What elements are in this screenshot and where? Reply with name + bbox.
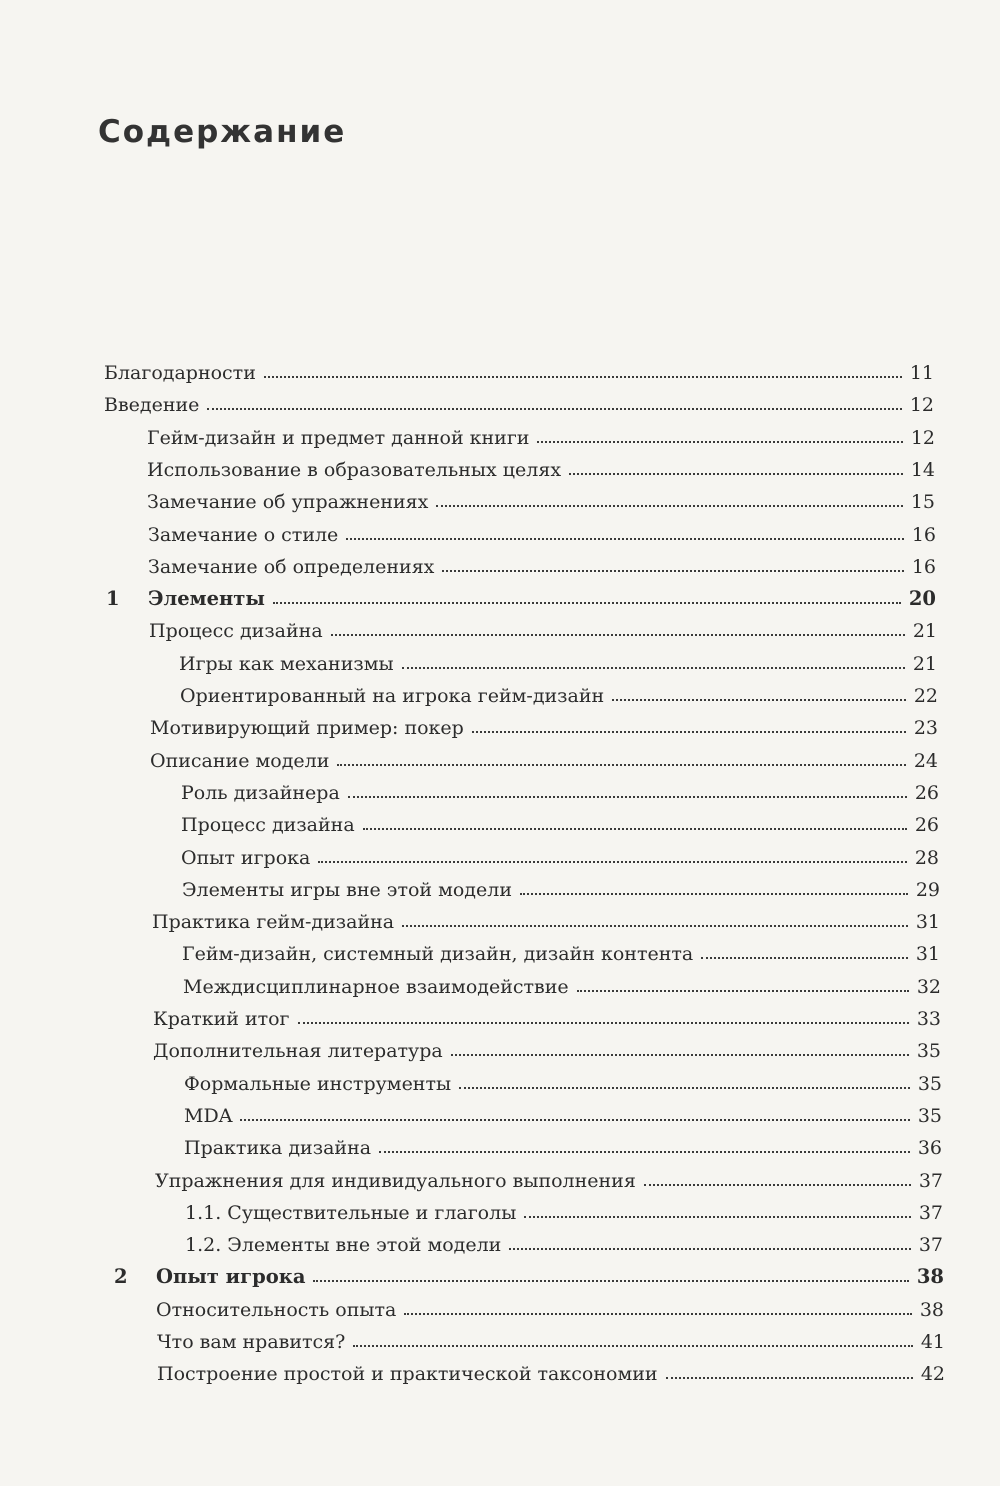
toc-page-number: 26 (914, 781, 939, 804)
dot-leader (612, 698, 906, 701)
toc-chapter[interactable] (106, 578, 936, 610)
toc-entry[interactable] (179, 643, 937, 675)
toc-page-number: 29 (915, 878, 940, 901)
dot-leader (363, 827, 907, 830)
toc-page-number: 21 (912, 652, 937, 675)
toc-page-number: 35 (916, 1040, 941, 1063)
dot-leader (273, 601, 901, 604)
toc-page-number: 11 (909, 362, 934, 384)
toc-entry[interactable] (150, 707, 938, 739)
dot-leader (442, 569, 903, 572)
toc-entry-label: Замечание о стиле (148, 523, 339, 546)
toc-entry[interactable] (185, 1192, 943, 1224)
toc-entry[interactable] (156, 1289, 944, 1321)
dot-leader (331, 633, 905, 636)
toc-entry-label: Роль дизайнера (181, 781, 340, 804)
toc-page-number: 41 (920, 1331, 945, 1353)
dot-leader (520, 892, 908, 895)
toc-entry-label: Игры как механизмы (179, 652, 394, 675)
toc-page-number: 33 (916, 1008, 941, 1030)
toc-chapter-number: 1 (106, 587, 120, 611)
toc-entry-label: Ориентированный на игрока гейм-дизайн (180, 685, 605, 707)
toc-entry-label: Построение простой и практической таксономии (157, 1363, 658, 1386)
toc-entry-label: Процесс дизайна (181, 814, 355, 837)
toc-entry[interactable] (157, 1321, 945, 1353)
toc-entry-label: Дополнительная литература (153, 1040, 443, 1063)
toc-page-number: 37 (918, 1201, 943, 1224)
toc-entry[interactable] (183, 966, 941, 998)
toc-entry-label: Практика дизайна (184, 1137, 372, 1160)
toc-entry[interactable] (181, 804, 939, 836)
toc-entry-label: Краткий итог (153, 1008, 290, 1030)
toc-entry[interactable] (184, 1095, 942, 1127)
toc-entry[interactable] (152, 901, 940, 933)
dot-leader (337, 763, 905, 766)
toc-page-number: 35 (917, 1104, 942, 1127)
dot-leader (701, 956, 908, 959)
toc-page-number: 12 (910, 426, 935, 449)
dot-leader (240, 1118, 909, 1121)
toc-entry[interactable] (181, 837, 939, 869)
toc-page-number: 37 (918, 1169, 943, 1192)
toc-page-number: 38 (916, 1265, 944, 1289)
toc-entry-label: Использование в образовательных целях (147, 458, 562, 481)
dot-leader (666, 1376, 913, 1379)
toc-entry[interactable] (147, 449, 935, 481)
toc-page-number: 12 (909, 394, 934, 417)
toc-page-number: 32 (916, 975, 941, 998)
toc-entry[interactable] (157, 1353, 945, 1385)
toc-page-number: 42 (920, 1363, 945, 1386)
toc-entry-label: Практика гейм-дизайна (152, 911, 395, 934)
dot-leader (509, 1247, 910, 1250)
toc-page-number: 14 (910, 458, 935, 481)
dot-leader (644, 1183, 911, 1186)
dot-leader (537, 440, 902, 443)
toc-entry[interactable] (184, 1127, 942, 1159)
dot-leader (472, 730, 906, 733)
toc-page-number: 16 (911, 555, 936, 578)
dot-leader (264, 375, 902, 378)
toc-entry[interactable] (147, 481, 935, 513)
toc-entry[interactable] (182, 869, 940, 901)
dot-leader (404, 1312, 911, 1315)
dot-leader (353, 1344, 912, 1347)
toc-entry-label: MDA (184, 1104, 233, 1127)
toc-entry-label: Элементы (148, 587, 265, 611)
toc-entry-label: Замечание об определениях (148, 555, 435, 578)
toc-page-number: 23 (913, 717, 938, 740)
dot-leader (459, 1086, 910, 1089)
toc-entry[interactable] (155, 1160, 943, 1192)
toc-entry-label: Междисциплинарное взаимодействие (183, 975, 569, 998)
toc-page-number: 37 (918, 1234, 943, 1257)
dot-leader (348, 795, 907, 798)
toc-entry-label: Гейм-дизайн, системный дизайн, дизайн контента (182, 943, 694, 966)
toc-entry-label: Мотивирующий пример: покер (150, 717, 464, 740)
toc-entry-label: Замечание об упражнениях (147, 491, 429, 514)
dot-leader (402, 924, 908, 927)
toc-page-number: 31 (915, 911, 940, 934)
page-title: Содержание (98, 114, 347, 150)
toc-entry-label: Опыт игрока (181, 846, 311, 869)
toc-entry[interactable] (150, 740, 938, 772)
toc-entry-label: Гейм-дизайн и предмет данной книги (147, 426, 530, 449)
dot-leader (577, 989, 909, 992)
dot-leader (379, 1150, 910, 1153)
toc-entry-label: Введение (104, 394, 200, 417)
dot-leader (524, 1215, 911, 1218)
dot-leader (569, 472, 903, 475)
toc-entry[interactable] (181, 772, 939, 804)
toc-entry-label: Относительность опыта (156, 1298, 397, 1321)
toc-entry-label: Элементы игры вне этой модели (182, 878, 512, 901)
toc-page-number: 31 (915, 943, 940, 966)
toc-page-number: 24 (913, 749, 938, 772)
toc-entry-label: Опыт игрока (156, 1265, 306, 1289)
toc-entry[interactable] (104, 352, 934, 384)
toc-page-number: 22 (913, 685, 938, 707)
toc-entry[interactable] (185, 1224, 943, 1256)
toc-entry[interactable] (153, 998, 941, 1030)
toc-page-number: 38 (919, 1298, 944, 1321)
toc-page-number: 20 (908, 587, 936, 611)
toc-chapter-number: 2 (114, 1265, 128, 1289)
toc-page-number: 28 (914, 846, 939, 869)
toc-page-number: 16 (911, 523, 936, 546)
dot-leader (298, 1021, 909, 1024)
dot-leader (451, 1053, 909, 1056)
toc-entry[interactable] (147, 417, 935, 449)
toc-entry-label: Что вам нравится? (157, 1331, 346, 1353)
toc-entry[interactable] (148, 546, 936, 578)
toc-entry[interactable] (153, 1030, 941, 1062)
toc-entry-label: Описание модели (150, 749, 330, 772)
dot-leader (436, 504, 902, 507)
toc-entry-label: Благодарности (104, 362, 256, 384)
dot-leader (313, 1279, 908, 1282)
toc-page-number: 26 (914, 814, 939, 837)
toc-entry-label: 1.2. Элементы вне этой модели (185, 1234, 502, 1257)
toc-entry-label: 1.1. Существительные и глаголы (185, 1201, 517, 1224)
toc-entry-label: Процесс дизайна (149, 620, 323, 643)
toc-entry[interactable] (104, 384, 934, 416)
dot-leader (346, 537, 904, 540)
dot-leader (207, 407, 901, 410)
toc-entry-label: Формальные инструменты (184, 1072, 452, 1095)
toc-page-number: 36 (917, 1137, 942, 1160)
toc-entry[interactable] (180, 675, 938, 707)
dot-leader (318, 860, 906, 863)
toc-chapter[interactable] (114, 1256, 944, 1288)
toc-entry[interactable] (182, 933, 940, 965)
toc-entry[interactable] (184, 1063, 942, 1095)
toc-entry[interactable] (148, 514, 936, 546)
toc-page-number: 21 (912, 620, 937, 643)
toc-entry-label: Упражнения для индивидуального выполнения (155, 1169, 636, 1192)
toc-page-number: 35 (917, 1072, 942, 1095)
dot-leader (402, 666, 905, 669)
toc-entry[interactable] (149, 610, 937, 642)
toc-page-number: 15 (910, 491, 935, 514)
